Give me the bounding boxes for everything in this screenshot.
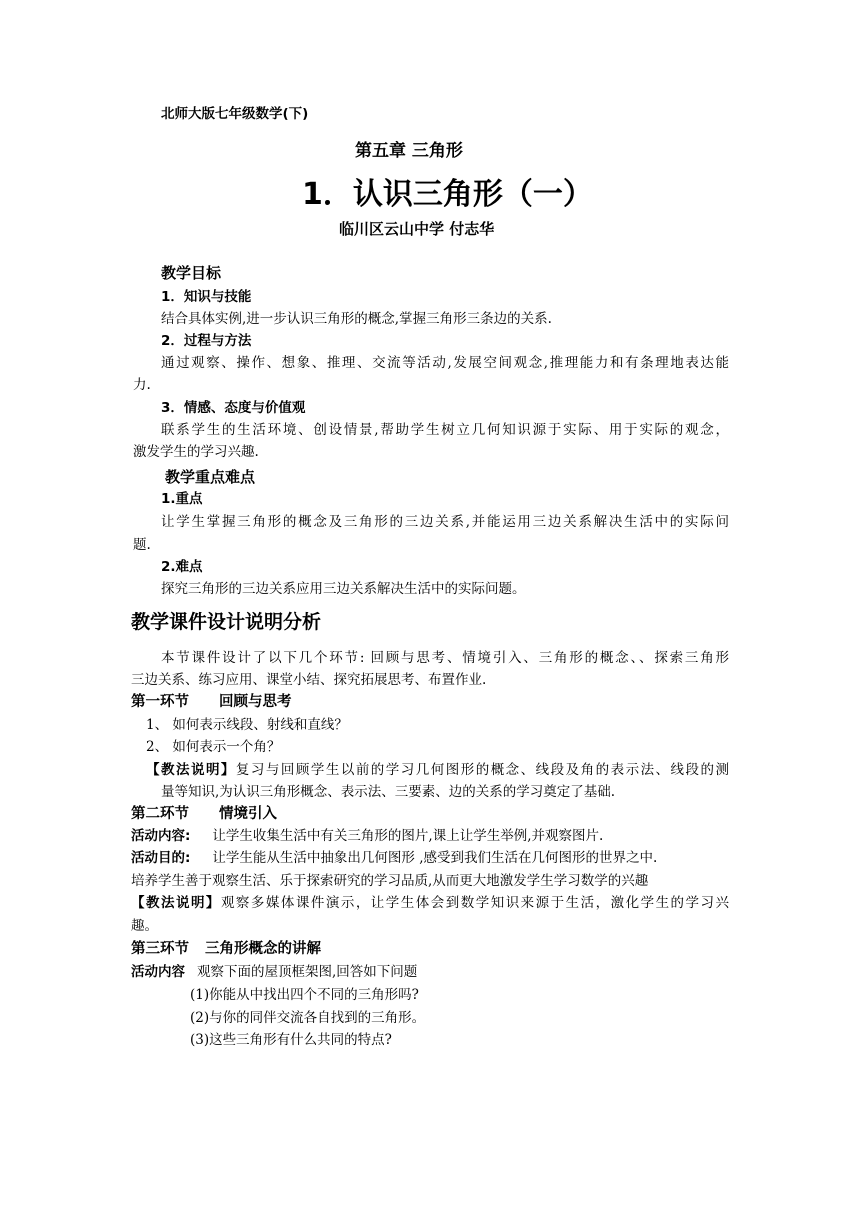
difficulty-text: 探究三角形的三边关系应用三边关系解决生活中的实际问题。 (161, 581, 526, 597)
stage2-note-text: 观察多媒体课件演示，让学生体会到数学知识来源于生活，激化学生的学习兴 (220, 895, 730, 911)
key-title: 1.重点 (161, 491, 203, 507)
stage2-purpose (131, 848, 657, 868)
key-text-1: 让学生掌握三角形的概念及三角形的三边关系,并能运用三边关系解决生活中的实际问 (161, 514, 729, 530)
stage1-label: 第一环节 (131, 694, 189, 710)
stage2-purpose-label: 活动目的: (131, 850, 191, 866)
goal-process-text-2: 力. (133, 377, 151, 393)
stage3-content-text: 观察下面的屋顶框架图,回答如下问题 (197, 964, 418, 980)
keypoints-heading: 教学重点难点 (165, 468, 256, 486)
goals-heading: 教学目标 (161, 264, 222, 282)
stage3-label: 第三环节 (131, 941, 189, 957)
courseware-heading: 教学课件设计说明分析 (131, 611, 322, 633)
stage3-content (131, 962, 417, 982)
stage1-note-2: 量等知识,为认识三角形概念、表示法、三要素、边的关系的学习奠定了基础. (161, 784, 616, 800)
stage2-content-label: 活动内容: (131, 828, 191, 844)
goal-process-text-1: 通过观察、操作、想象、推理、交流等活动,发展空间观念,推理能力和有条理地表达能 (161, 355, 729, 371)
courseware-intro-1: 本节课件设计了以下几个环节: 回顾与思考、情境引入、三角形的概念、、探索三角形 (161, 650, 729, 666)
goal-process-title: 2．过程与方法 (161, 333, 252, 349)
stage3-question-1: (1)你能从中找出四个不同的三角形吗? (190, 987, 419, 1003)
stage2-purpose-2: 培养学生善于观察生活、乐于探索研究的学习品质,从而更大地激发学生学习数学的兴趣 (131, 873, 649, 889)
stage2-content-text: 让学生收集生活中有关三角形的图片,课上让学生举例,并观察图片. (212, 828, 604, 844)
stage2-content (131, 826, 603, 846)
chapter-title: 第五章 三角形 (355, 141, 463, 161)
goal-knowledge-text: 结合具体实例,进一步认识三角形的概念,掌握三角形三条边的关系. (161, 311, 552, 327)
stage2-heading (131, 804, 277, 824)
stage2-note-2: 趣。 (131, 918, 158, 934)
stage1-question-1: 1、 如何表示线段、射线和直线？ (146, 717, 348, 733)
stage2-label: 第二环节 (131, 806, 189, 822)
goal-emotion-title: 3．情感、态度与价值观 (161, 400, 306, 416)
courseware-intro-2: 三边关系、练习应用、课堂小结、探究拓展思考、布置作业. (131, 672, 487, 688)
difficulty-title: 2.难点 (161, 559, 203, 575)
stage3-heading (131, 939, 321, 959)
stage3-content-label: 活动内容 (131, 964, 185, 980)
goal-emotion-text-1: 联系学生的生活环境、创设情景,帮助学生树立几何知识源于实际、用于实际的观念， (161, 422, 729, 438)
stage2-title: 情境引入 (219, 806, 277, 822)
stage2-purpose-text: 让学生能从生活中抽象出几何图形 ,感受到我们生活在几何图形的世界之中. (212, 850, 658, 866)
goal-knowledge-title: 1．知识与技能 (161, 289, 252, 305)
goal-emotion-text-2: 激发学生的学习兴趣. (133, 444, 259, 460)
stage1-note-text: 复习与回顾学生以前的学习几何图形的概念、线段及角的表示法、线段的测 (235, 762, 729, 778)
stage3-question-2: (2)与你的同伴交流各自找到的三角形。 (190, 1010, 426, 1026)
stage1-note-1 (146, 760, 729, 780)
stage2-note-1 (131, 893, 729, 913)
stage1-question-2: 2、 如何表示一个角？ (146, 739, 281, 755)
stage1-title: 回顾与思考 (219, 694, 292, 710)
stage2-note-label: 【教法说明】 (131, 895, 221, 911)
stage1-heading (131, 692, 292, 712)
stage3-question-3: (3)这些三角形有什么共同的特点? (190, 1032, 392, 1048)
stage3-title: 三角形概念的讲解 (205, 941, 321, 957)
stage1-note-label: 【教法说明】 (146, 762, 236, 778)
series-label: 北师大版七年级数学(下) (161, 106, 309, 122)
key-text-2: 题. (133, 537, 151, 553)
author-line: 临川区云山中学 付志华 (339, 220, 495, 238)
lesson-title: 1．认识三角形（一） (302, 177, 593, 212)
